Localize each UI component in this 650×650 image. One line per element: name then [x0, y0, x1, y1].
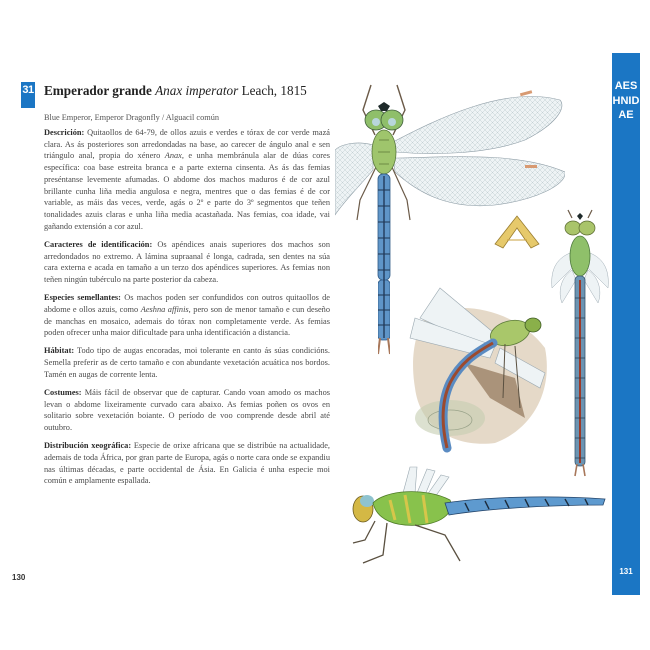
female-dorsal-illustration [550, 208, 610, 478]
species-description [44, 127, 330, 494]
family-tab [612, 53, 640, 595]
other-common-names: Blue Emperor, Emperor Dragonfly / Alguacil común [44, 113, 220, 122]
species-title [44, 83, 307, 99]
section-label: Especies semellantes [44, 293, 119, 303]
right-page [325, 0, 650, 650]
family-tab-label: AESHNIDAE [612, 80, 640, 121]
section-label: Caracteres de identificación [44, 239, 150, 249]
page-number-left: 130 [12, 573, 26, 582]
section-description: Descrición: Quitaollos de 64-79, de ollos azuis e verdes e tórax de cor verde mazá clara. As ás posteriores son arredondadas na base, ao carecer de ángulo anal e sen triángulo anal, propia do xénero Anax, e unha membránula alar de dúas cores específica: coa base estreita branca e a parte externa cinsenta. As ás das femias preséntanse levemente afumadas. O abdome dos machos maduros é de cor azul brillante cunha liña media angulosa e negra, mentres que o das femias é de cor variable, as máis das veces, verde, agás o 2º e parte do 3º segmentos que teñen tonalidades azuis claras e unha liña media acastañada. Nas femias, coa idade, vai gañando extensión a cor azul. [44, 128, 330, 231]
section-distribution: Distribución xeográfica: Especie de orixe africana que se distribúe na actualidade, ademais de toda África, por gran parte de Europa, agás o norte cara onde se expandiu nas últimas décadas, e parte occidental de Ásia. En Galicia é unha especie moi común e amplamente espallada. [44, 441, 330, 486]
author-year: Leach, 1815 [241, 83, 307, 98]
male-dorsal-illustration [335, 80, 565, 280]
page-number-right: 131 [619, 567, 633, 576]
male-abdomen-illustration [378, 280, 390, 355]
male-lateral-illustration [345, 465, 610, 565]
section-habitat: Hábitat: Todo tipo de augas encoradas, moi tolerante en canto ás súas condicións. Semella preferir as de certo tamaño e con abundante vexetación acuática nos bordos. Tamén en augas de corrente lenta. [44, 346, 331, 379]
section-label: Descrición [44, 128, 82, 137]
section-label: Distribución xeográfica [44, 441, 129, 451]
section-similar-species: Especies semellantes: Os machos poden ser confundidos con outros quitaollos de abdome e ollos azuis, como Aeshna affinis, pero son de menor tamaño e cun deseño de manchas en mosaico, ademais do tórax non completamente verde. As femias poden ofrecer unha maior dificultade para unha identificación a distancia. [44, 293, 331, 338]
common-name: Emperador grande [44, 83, 152, 98]
scientific-name: Anax imperator [155, 83, 239, 98]
section-label: Costumes [44, 388, 79, 398]
section-behaviour: Costumes: Máis fácil de observar que de capturar. Cando voan amodo os machos levan o abdome lixeiramente curvado cara abaixo. As femias poñen os ovos en solitario sobre vexetación boiante. O período de voo comprende desde abril até outubro. [44, 388, 330, 433]
species-number-badge: 31 [21, 82, 35, 108]
anal-appendage-detail-illustration [493, 214, 541, 250]
ovipositing-female-illustration [395, 278, 555, 453]
section-identification: Caracteres de identificación: Os apéndices anais superiores dos machos son arredondados no extremo. A lámina supraanal é longa, cadrada, sen dentes na súa cara externa e acada en tamaño a un terzo dos apéndices superiores. As femias non teñen ningún tubérculo na parte posterior da cabeza. [44, 239, 330, 284]
section-label: Hábitat [44, 346, 72, 356]
